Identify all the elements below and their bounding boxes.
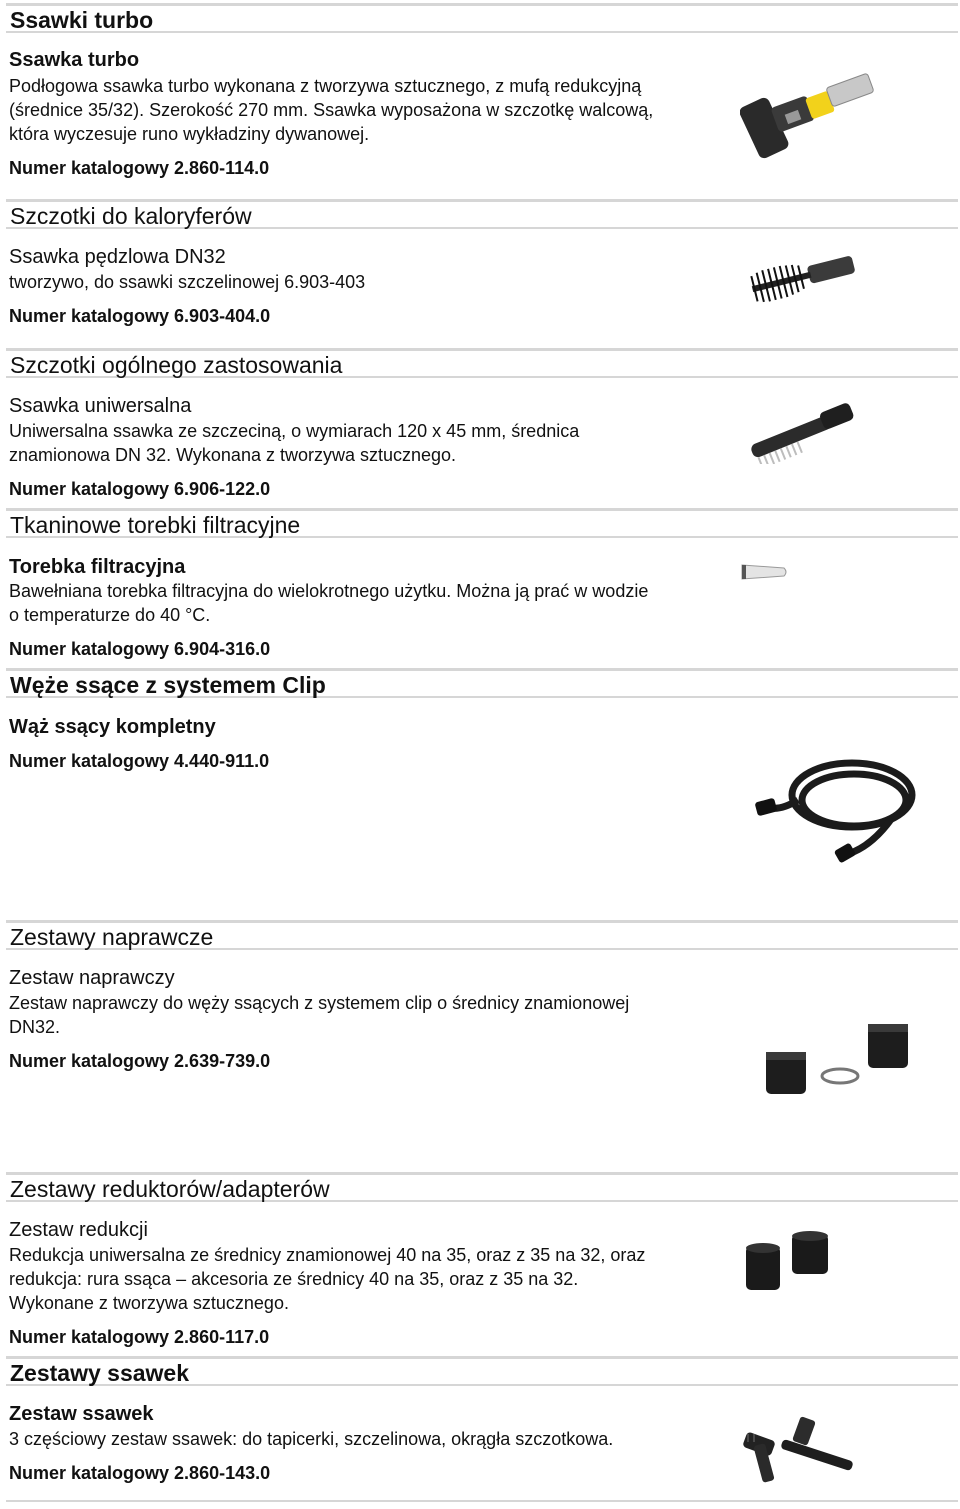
product-description-line: Zestaw naprawczy do węży ssących z systemem clip o średnicy znamionowej [9, 993, 630, 1013]
catalog-number: Numer katalogowy 2.860-117.0 [9, 1327, 270, 1347]
section-header-weze-ssace [6, 668, 958, 698]
product-name: Zestaw naprawczy [9, 967, 175, 989]
product-description-line: Uniwersalna ssawka ze szczeciną, o wymiarach 120 x 45 mm, średnica [9, 421, 580, 441]
product-description-line: o temperaturze do 40 °C. [9, 605, 211, 625]
product-description-line: Redukcja uniwersalna ze średnicy znamionowej 40 na 35, oraz z 35 na 32, oraz [9, 1245, 646, 1265]
product-description-line: tworzywo, do ssawki szczelinowej 6.903-403 [9, 272, 366, 292]
product-name: Ssawka pędzlowa DN32 [9, 246, 226, 268]
product-description-line: Wykonane z tworzywa sztucznego. [9, 1293, 289, 1313]
product-name: Zestaw redukcji [9, 1219, 148, 1241]
section-title: Zestawy naprawcze [10, 924, 214, 950]
catalog-number: Numer katalogowy 6.903-404.0 [9, 306, 271, 326]
bottom-rule [6, 1500, 958, 1502]
catalog-number: Numer katalogowy 6.904-316.0 [9, 639, 271, 659]
section-title: Szczotki do kaloryferów [10, 203, 252, 229]
catalog-number: Numer katalogowy 2.639-739.0 [9, 1051, 271, 1071]
repair-kit-image [760, 1018, 920, 1102]
section-header-szczotki-ogolnego-zastosowania [6, 348, 958, 378]
product-description-line: Bawełniana torebka filtracyjna do wielokrotnego użytku. Można ją prać w wodzie [9, 581, 649, 601]
section-header-szczotki-do-kaloryferow [6, 199, 958, 229]
suction-hose-image [752, 750, 922, 870]
product-description-line: (średnice 35/32). Szerokość 270 mm. Ssawka wyposażona w szczotkę walcową, [9, 100, 654, 120]
product-description-line: redukcja: rura ssąca – akcesoria ze średnicy 40 na 35, oraz z 35 na 32. [9, 1269, 579, 1289]
product-name: Torebka filtracyjna [9, 556, 186, 578]
filter-bag-image [740, 562, 790, 582]
catalog-number: Numer katalogowy 4.440-911.0 [9, 751, 270, 771]
product-name: Ssawka turbo [9, 49, 140, 71]
product-description-line: 3 częściowy zestaw ssawek: do tapicerki, szczelinowa, okrągła szczotkowa. [9, 1429, 614, 1449]
section-header-tkaninowe-torebki [6, 508, 958, 538]
universal-nozzle-image [740, 400, 860, 464]
product-name: Zestaw ssawek [9, 1403, 154, 1425]
product-name: Ssawka uniwersalna [9, 395, 192, 417]
product-description-line: DN32. [9, 1017, 61, 1037]
nozzle-set-image [740, 1414, 860, 1492]
section-title: Zestawy ssawek [10, 1360, 190, 1386]
section-header-zestawy-naprawcze [6, 920, 958, 950]
section-header-ssawki-turbo [6, 3, 958, 33]
section-header-zestawy-ssawek [6, 1356, 958, 1386]
product-description-line: znamionowa DN 32. Wykonana z tworzywa sztucznego. [9, 445, 457, 465]
section-title: Węże ssące z systemem Clip [10, 672, 326, 698]
section-title: Tkaninowe torebki filtracyjne [10, 512, 301, 538]
section-title: Ssawki turbo [10, 7, 154, 33]
catalog-number: Numer katalogowy 2.860-143.0 [9, 1463, 271, 1483]
product-name: Wąż ssący kompletny [9, 716, 216, 738]
section-header-zestawy-reduktorow [6, 1172, 958, 1202]
section-title: Szczotki ogólnego zastosowania [10, 352, 343, 378]
catalog-number: Numer katalogowy 2.860-114.0 [9, 158, 270, 178]
radiator-brush-image [742, 256, 862, 306]
section-title: Zestawy reduktorów/adapterów [10, 1176, 330, 1202]
catalog-number: Numer katalogowy 6.906-122.0 [9, 479, 271, 499]
product-description-line: która wyczesuje runo wykładziny dywanowej. [9, 124, 370, 144]
turbo-nozzle-image [740, 72, 890, 172]
reducer-set-image [742, 1228, 834, 1296]
product-description-line: Podłogowa ssawka turbo wykonana z tworzywa sztucznego, z mufą redukcyjną [9, 76, 642, 96]
